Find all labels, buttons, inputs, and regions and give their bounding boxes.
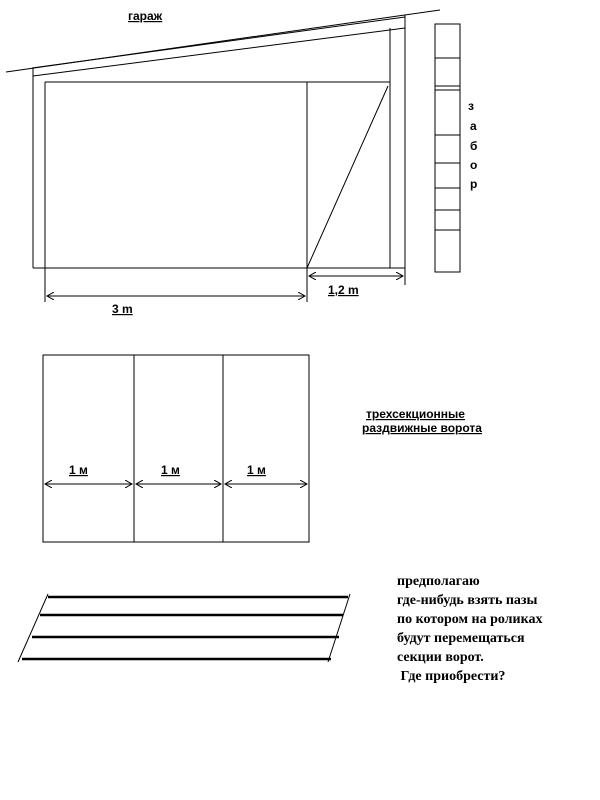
gate-title-line1: трехсекционные [366,407,465,421]
section-label-1: 1 м [69,463,88,477]
note-line-1: предполагаю [397,574,480,589]
fence-letter-5: р [470,177,478,191]
fence-letter-2: а [470,119,477,133]
rails-right-edge [328,594,350,662]
roof-line-inner [32,17,405,68]
fence-panel-2 [435,210,460,230]
fence-drawing [435,24,477,272]
note-line-6: Где приобрести? [397,669,506,684]
rails-left-edge [18,594,48,662]
section-label-3: 1 м [247,463,266,477]
roof-line-lower [33,28,405,76]
note-line-4: будут перемещаться [397,631,525,646]
note-text [397,574,542,684]
fence-panel-1 [435,58,460,86]
note-line-3: по котором на роликах [397,612,543,627]
section-label-2: 1 м [161,463,180,477]
note-line-5: секции ворот. [397,650,484,665]
gate-title-line2: раздвижные ворота [362,421,482,435]
note-line-2: где-нибудь взять пазы [397,593,538,608]
side-label: 1,2 m [328,283,359,297]
rails-drawing [18,594,350,662]
garage-title: гараж [128,9,163,23]
width-label: 3 m [112,302,133,316]
fence-letter-4: о [470,158,478,172]
fence-letter-1: з [468,99,474,113]
garage-drawing [6,9,440,316]
fence-post [435,24,460,272]
gate-drawing [43,355,482,542]
fence-letter-3: б [470,139,478,153]
side-diagonal [307,86,388,268]
gate-frame [43,355,309,542]
